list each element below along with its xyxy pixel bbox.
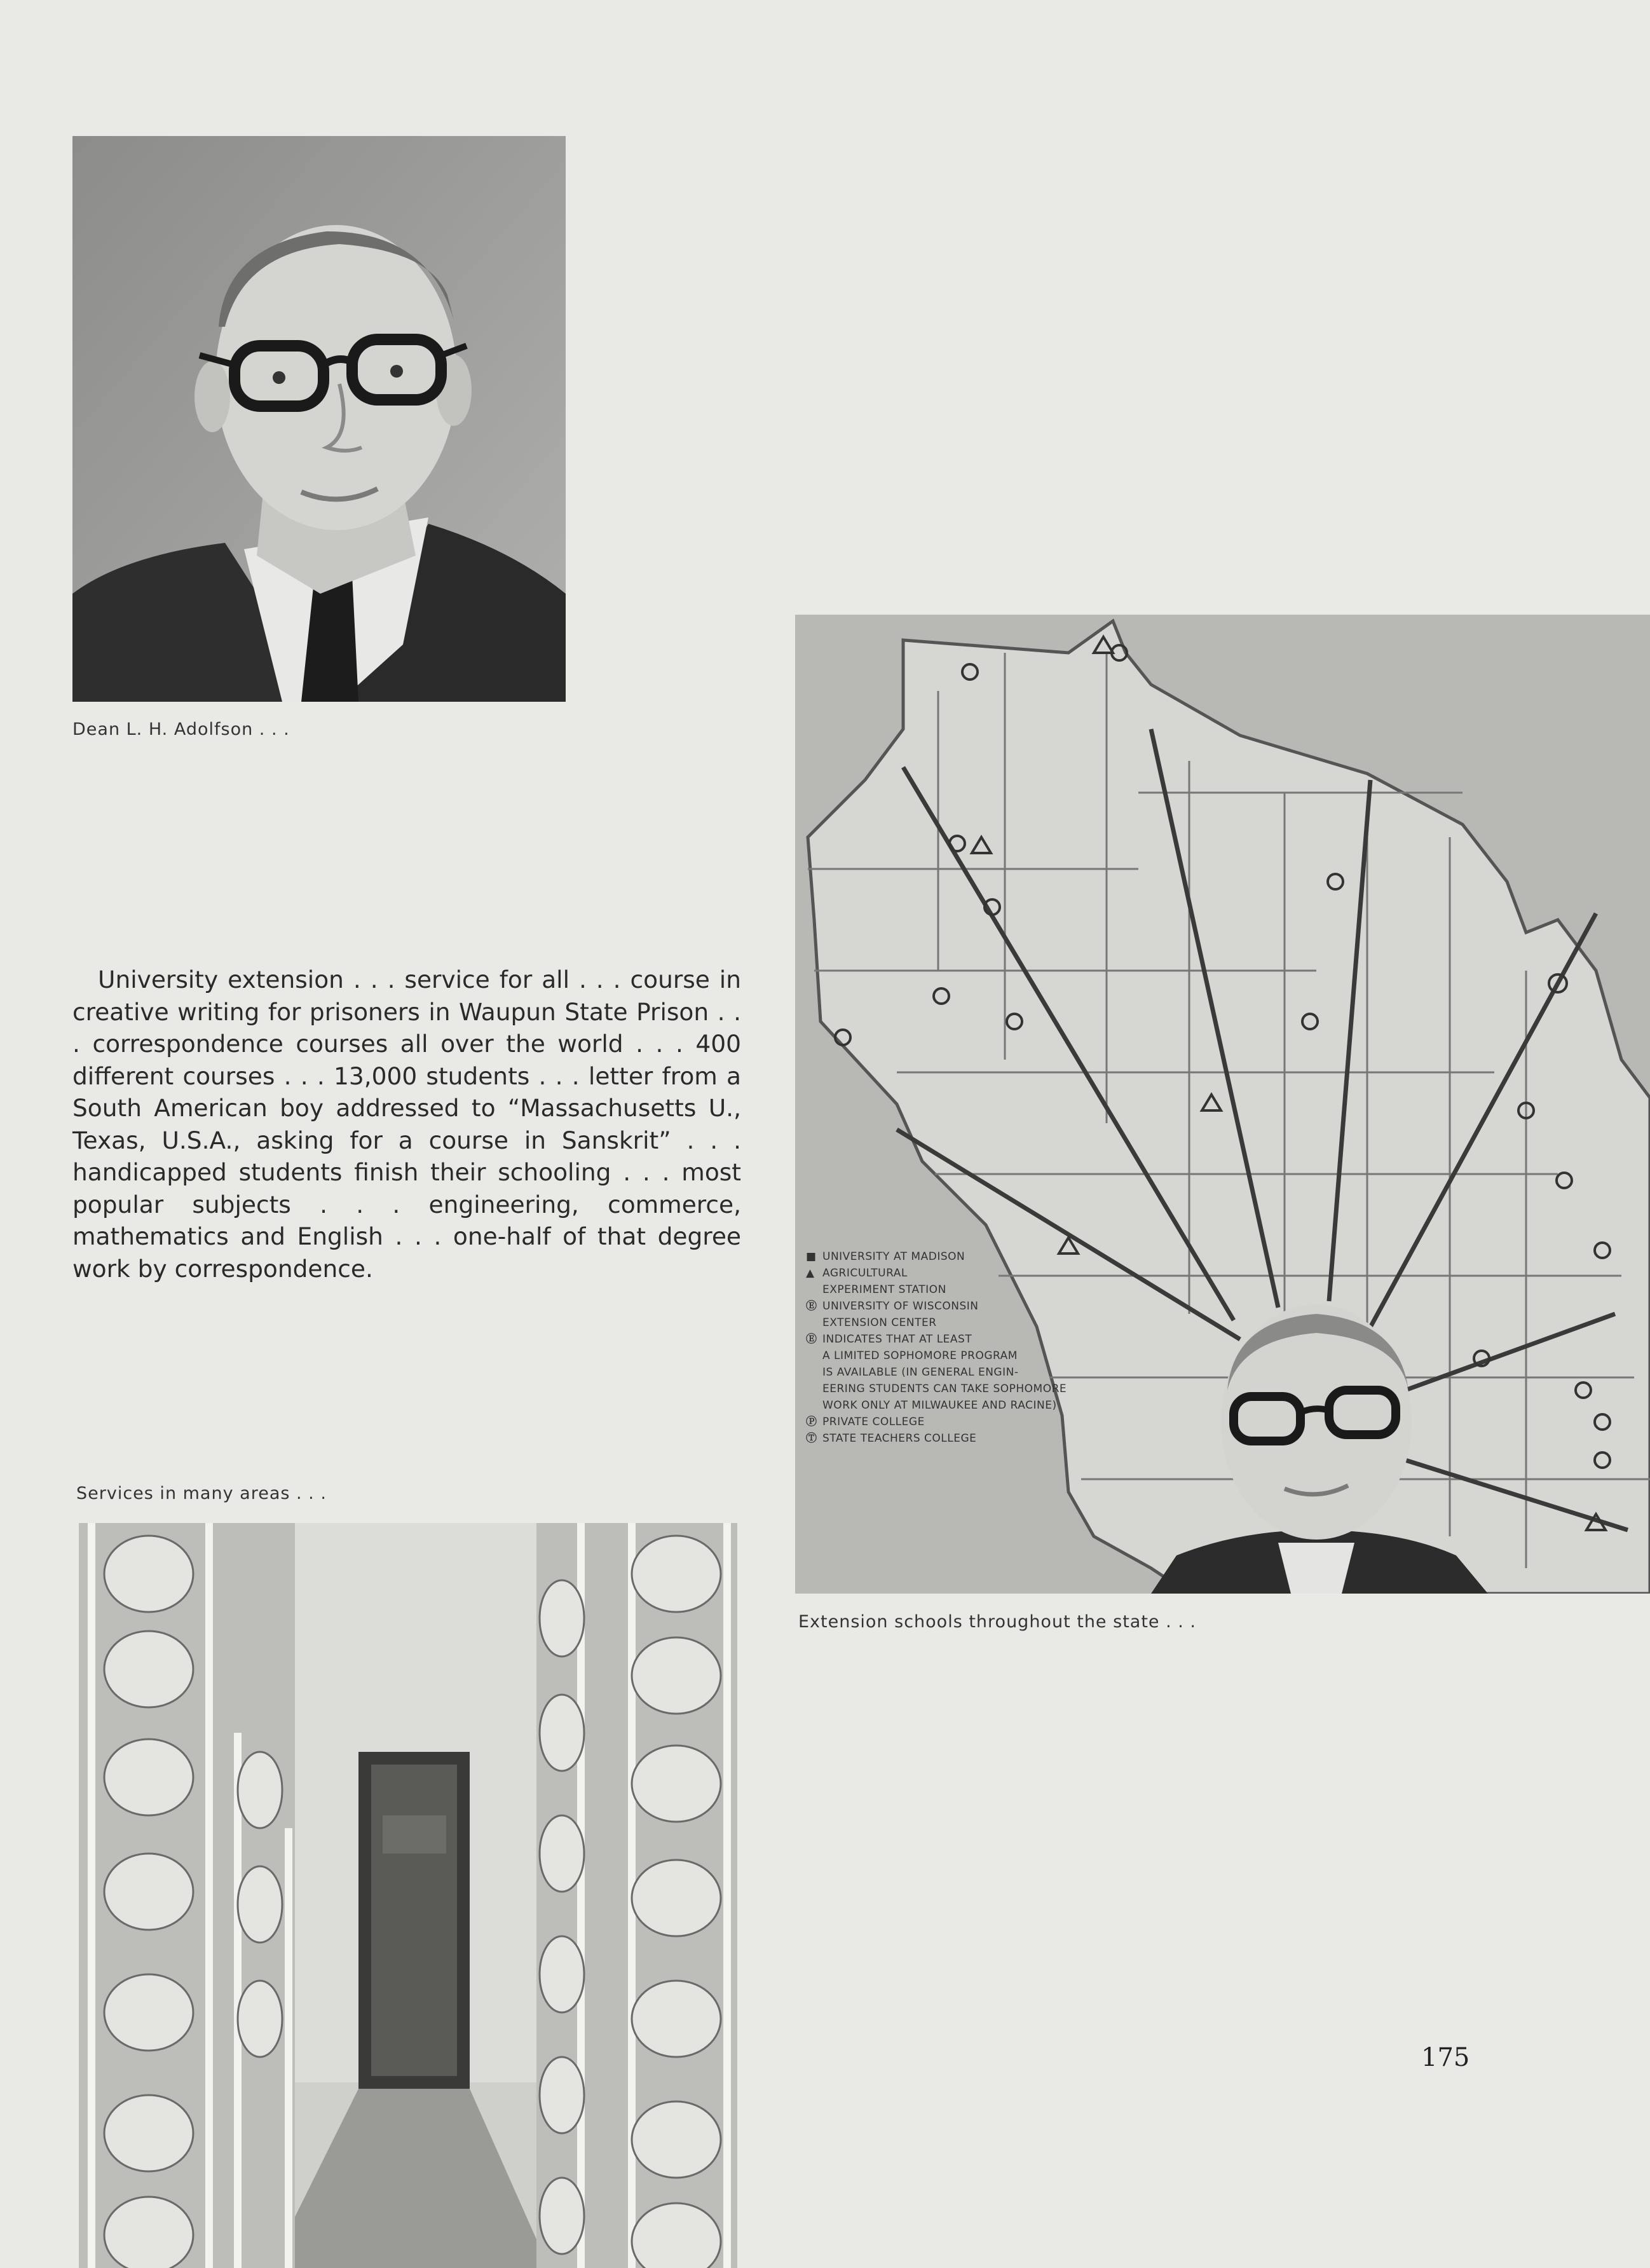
legend-item: WORK ONLY AT MILWAUKEE AND RACINE) [822, 1399, 1057, 1412]
legend-item: Ⓔ UNIVERSITY OF WISCONSIN [806, 1298, 1073, 1315]
legend-item: Ⓟ PRIVATE COLLEGE [806, 1414, 1073, 1430]
legend-item: IS AVAILABLE (IN GENERAL ENGIN- [822, 1366, 1019, 1379]
body-paragraph: University extension . . . service for all . . . course in creative writing for prisoners in Waupun State Prison . . . correspondence courses all over the world . . . 400 different courses . . . 13,000 students . . . letter from a South American boy addressed to “Massachusetts U., Texas, U.S.A., asking for a course in Sanskrit” . . . handicapped students finish their schooling . . . most popular subjects . . . engineering, commerce, mathematics and English . . . one-half of that degree work by correspondence. [72, 966, 741, 1283]
wisconsin-map-photo [795, 615, 1650, 1594]
triangle-icon: ▲ [806, 1267, 815, 1280]
film-archive-photo [79, 1523, 737, 2268]
portrait-caption: Dean L. H. Adolfson . . . [72, 720, 290, 739]
legend-item: Ⓔ INDICATES THAT AT LEAST [806, 1331, 1073, 1348]
article-body [72, 964, 741, 1285]
map-legend [806, 1248, 1073, 1447]
archive-caption: Services in many areas . . . [76, 1484, 327, 1503]
solid-square-icon: ■ [806, 1250, 817, 1263]
legend-item: EERING STUDENTS CAN TAKE SOPHOMORE [822, 1383, 1067, 1395]
portrait-photo [72, 136, 566, 702]
circle-t-icon: Ⓣ [806, 1432, 817, 1445]
circle-p-icon: Ⓟ [806, 1416, 817, 1428]
legend-item: Ⓣ STATE TEACHERS COLLEGE [806, 1430, 1073, 1447]
legend-item: ▲ AGRICULTURAL [806, 1265, 1073, 1281]
legend-item: EXTENSION CENTER [822, 1316, 937, 1329]
map-caption: Extension schools throughout the state . . . [798, 1612, 1197, 1632]
legend-item: A LIMITED SOPHOMORE PROGRAM [822, 1349, 1018, 1362]
legend-item: ■ UNIVERSITY AT MADISON [806, 1248, 1073, 1265]
legend-item: EXPERIMENT STATION [822, 1283, 946, 1296]
circle-e-icon: Ⓔ [806, 1300, 817, 1313]
page-number: 175 [1421, 2043, 1470, 2072]
double-circle-e-icon: Ⓔ [806, 1333, 817, 1346]
